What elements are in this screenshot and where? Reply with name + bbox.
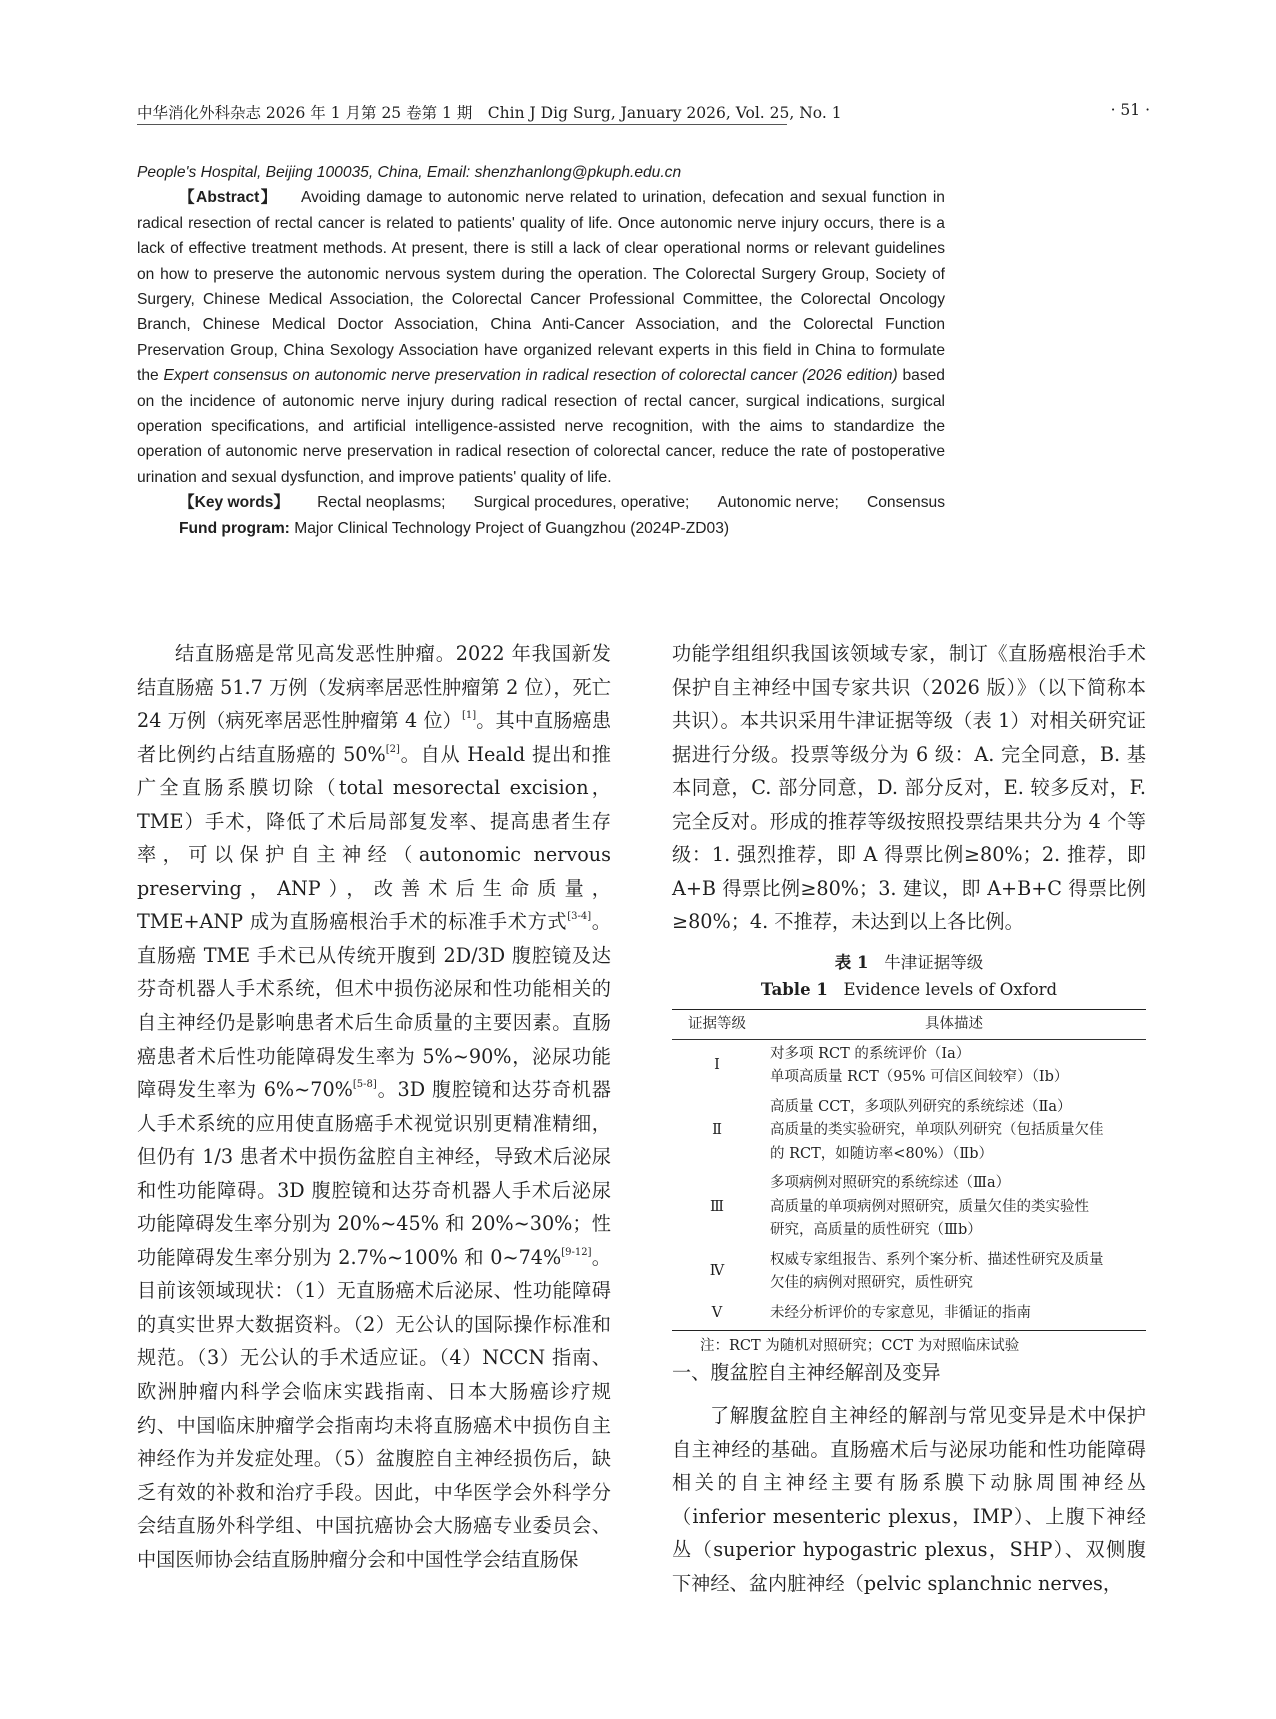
evidence-level: Ⅲ	[710, 1198, 724, 1215]
header-rule	[137, 124, 787, 125]
evidence-level: Ⅳ	[709, 1263, 725, 1280]
keyword: Consensus	[866, 494, 945, 512]
keyword: Rectal neoplasms;	[317, 494, 446, 512]
description-line: 欠佳的病例对照研究，质性研究	[770, 1275, 973, 1291]
table-row	[672, 1039, 1146, 1093]
evidence-table	[672, 1009, 1146, 1331]
section-heading: 一、腹盆腔自主神经解剖及变异	[672, 1361, 941, 1384]
table-title-cn	[672, 949, 1146, 973]
right-column-top	[672, 637, 1146, 939]
table-caption-cn: 牛津证据等级	[884, 953, 984, 972]
description-line: 高质量 CCT，多项队列研究的系统综述（Ⅱa）	[770, 1098, 1072, 1115]
description-line: 高质量的单项病例对照研究，质量欠佳的类实验性	[770, 1198, 1089, 1215]
body-text: 。自从 Heald 提出和推广全直肠系膜切除（total mesorectal excision，TME）手术，降低了术后局部复发率、提高患者生存率，可以保护自主神经（autonomic nervous preserving，ANP），改善术后生命质量，TME+ANP 成为直肠癌根治手术的标准手术方式	[137, 742, 611, 934]
body-text: 。目前该领域现状：（1）无直肠癌术后泌尿、性功能障碍的真实世界大数据资料。（2）无公认的国际操作标准和规范。（3）无公认的手术适应证。（4）NCCN 指南、欧洲肿瘤内科学会临床实践指南、日本大肠癌诊疗规约、中国临床肿瘤学会指南均未将直肠癌术中损伤自主神经作为并发症处理。（5）盆腹腔自主神经损伤后，缺乏有效的补救和治疗手段。因此，中华医学会外科学分会结直肠外科学组、中国抗癌协会大肠癌专业委员会、中国医师协会结直肠肿瘤分会和中国性学会结直肠保	[137, 1245, 611, 1571]
evidence-level: Ⅱ	[712, 1122, 722, 1138]
english-abstract	[137, 160, 945, 541]
table-row	[672, 1093, 1146, 1170]
keyword: Surgical procedures, operative;	[473, 494, 690, 512]
abstract-text-1: Avoiding damage to autonomic nerve related to urination, defecation and sexual function in radical resection of rectal cancer is related to patients' quality of life. Once autonomic nerve injury occurs, there is a lack of effective treatment methods. At present, there is still a lack of clear operational norms or relevant guidelines on how to preserve the autonomic nervous system during the operation. The Colorectal Surgery Group, Society of Surgery, Chinese Medical Association, the Colorectal Cancer Professional Committee, the Colorectal Oncology Branch, Chinese Medical Doctor Association, China Anti-Cancer Association, and the Colorectal Function Preservation Group, China Sexology Association have organized relevant experts in this field in China to formulate the	[137, 189, 945, 385]
right-column-bottom	[672, 1399, 1146, 1600]
citation[interactable]: [9-12]	[561, 1246, 592, 1258]
citation[interactable]: [5-8]	[352, 1079, 377, 1091]
description-line: 多项病例对照研究的系统综述（Ⅲa）	[770, 1175, 1011, 1191]
evidence-description	[762, 1246, 1146, 1299]
page-number: · 51 ·	[1110, 101, 1150, 119]
evidence-description	[762, 1039, 1146, 1093]
description-line: 对多项 RCT 的系统评价（Ⅰa）	[770, 1045, 971, 1062]
abstract-text-2: based on the incidence of autonomic nerve injury during radical resection of rectal cancer, surgical indications, surgical operation specifications, and artificial intelligence-assisted nerve recognition, with the aims to standardize the operation of autonomic nerve preservation in radical resection of colorectal cancer, reduce the rate of postoperative urination and sexual dysfunction, and improve patients' quality of life.	[137, 367, 945, 486]
evidence-level: Ⅴ	[672, 1299, 762, 1331]
citation[interactable]: [3-4]	[567, 911, 592, 923]
evidence-description	[762, 1093, 1146, 1170]
table-caption-en: Evidence levels of Oxford	[843, 980, 1058, 999]
description-line: 研究，高质量的质性研究（Ⅲb）	[770, 1222, 982, 1238]
consensus-title-italic: Expert consensus on autonomic nerve preservation in radical resection of colorectal cancer (2026 edition)	[163, 367, 898, 385]
left-column	[137, 637, 611, 1576]
table-label-cn: 表 1	[834, 953, 869, 972]
citation[interactable]: [2]	[385, 743, 400, 755]
body-text: 。其中直肠癌患者比例约占结直肠癌的 50%	[137, 709, 612, 766]
keywords-label: 【Key words】	[179, 494, 290, 512]
description-line: 单项高质量 RCT（95% 可信区间较窄）（Ⅰb）	[770, 1069, 1069, 1085]
fund-line	[137, 516, 945, 541]
table-header: 证据等级	[672, 1010, 762, 1040]
fund-text: Major Clinical Technology Project of Guangzhou (2024P-ZD03)	[294, 519, 730, 537]
description-line: 未经分析评价的专家意见，非循证的指南	[770, 1304, 1031, 1321]
author-affiliation: People's Hospital, Beijing 100035, China, Email: shenzhanlong@pkuph.edu.cn	[137, 164, 682, 181]
table-header: 具体描述	[762, 1010, 1146, 1040]
evidence-description	[762, 1169, 1146, 1246]
running-header: 中华消化外科杂志 2026 年 1 月第 25 卷第 1 期 Chin J Dig Surg, January 2026, Vol. 25, No. 1	[137, 104, 842, 122]
continued-paragraph: 功能学组组织我国该领域专家，制订《直肠癌根治手术保护自主神经中国专家共识（2026 版）》（以下简称本共识）。本共识采用牛津证据等级（表 1）对相关研究证据进行分级。投票等级分为 6 级：A. 完全同意，B. 基本同意，C. 部分同意，D. 部分反对，E. 较多反对，F. 完全反对。形成的推荐等级按照投票结果共分为 4 个等级：1. 强烈推荐，即 A 得票比例≥80%；2. 推荐，即 A+B 得票比例≥80%；3. 建议，即 A+B+C 得票比例≥80%；4. 不推荐，未达到以上各比例。	[672, 642, 1146, 934]
table-row	[672, 1246, 1146, 1299]
table-row	[672, 1299, 1146, 1331]
body-text: 结直肠癌是常见高发恶性肿瘤。2022 年我国新发结直肠癌 51.7 万例（发病率居恶性肿瘤第 2 位），死亡 24 万例（病死率居恶性肿瘤第 4 位）	[137, 642, 611, 733]
table-title-en	[672, 980, 1146, 999]
description-line: 的 RCT，如随访率<80%）（Ⅱb）	[770, 1145, 994, 1162]
body-text: 。3D 腹腔镜和达芬奇机器人手术系统的应用使直肠癌手术视觉识别更精准精细，但仍有 1/3 患者术中损伤盆腔自主神经，导致术后泌尿和性功能障碍。3D 腹腔镜和达芬奇机器人手术后泌尿功能障碍发生率分别为 20%~45% 和 20%~30%；性功能障碍发生率分别为 2.7%~100% 和 0~74%	[137, 1078, 611, 1269]
table-note: 注：RCT 为随机对照研究；CCT 为对照临床试验	[700, 1338, 1020, 1354]
section-paragraph: 了解腹盆腔自主神经的解剖与常见变异是术中保护自主神经的基础。直肠癌术后与泌尿功能和性功能障碍相关的自主神经主要有肠系膜下动脉周围神经丛（inferior mesenteric plexus，IMP）、上腹下神经丛（superior hypogastric plexus，SHP）、双侧腹下神经、盆内脏神经（pelvic splanchnic nerves，	[672, 1404, 1146, 1595]
body-text: 。直肠癌 TME 手术已从传统开腹到 2D/3D 腹腔镜及达芬奇机器人手术系统，但术中损伤泌尿和性功能相关的自主神经仍是影响患者术后生命质量的主要因素。直肠癌患者术后性功能障碍发生率为 5%~90%，泌尿功能障碍发生率为 6%~70%	[137, 910, 611, 1102]
description-line: 权威专家组报告、系列个案分析、描述性研究及质量	[770, 1251, 1104, 1268]
table-label-en: Table 1	[760, 980, 828, 999]
fund-label: Fund program:	[179, 519, 290, 537]
keywords-line	[137, 490, 945, 515]
keyword: Autonomic nerve;	[717, 494, 839, 512]
intro-paragraph	[137, 637, 611, 1576]
evidence-description	[762, 1299, 1146, 1331]
abstract-label: 【Abstract】	[179, 189, 278, 207]
citation[interactable]: [1]	[461, 710, 477, 722]
description-line: 高质量的类实验研究，单项队列研究（包括质量欠佳	[770, 1122, 1104, 1138]
abstract-paragraph	[137, 185, 945, 490]
table-row	[672, 1169, 1146, 1246]
evidence-level: Ⅰ	[714, 1057, 720, 1074]
